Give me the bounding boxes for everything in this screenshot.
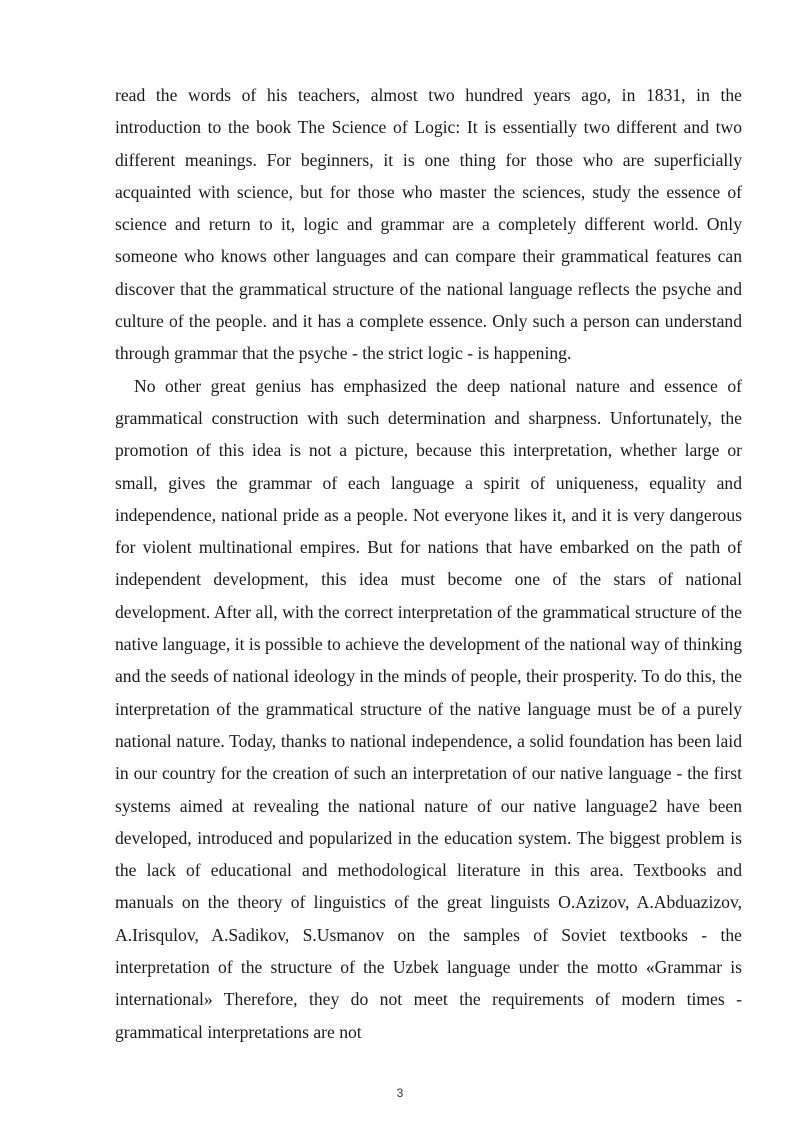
- body-text: [115, 79, 742, 1048]
- page-number: 3: [396, 1086, 404, 1100]
- paragraph: No other great genius has emphasized the deep national nature and essence of grammatical construction with such determination and sharpness. Unfortunately, the promotion of this idea is not a picture, because this interpretation, whether large or small, gives the grammar of each language a spirit of uniqueness, equality and independence, national pride as a people. Not everyone likes it, and it is very dangerous for violent multinational empires. But for nations that have embarked on the path of independent development, this idea must become one of the stars of national development. After all, with the correct interpretation of the grammatical structure of the native language, it is possible to achieve the development of the national way of thinking and the seeds of national ideology in the minds of people, their prosperity. To do this, the interpretation of the grammatical structure of the native language must be of a purely national nature. Today, thanks to national independence, a solid foundation has been laid in our country for the creation of such an interpretation of our native language - the first systems aimed at revealing the national nature of our native language2 have been developed, introduced and popularized in the education system. The biggest problem is the lack of educational and methodological literature in this area. Textbooks and manuals on the theory of linguistics of the great linguists O.Azizov, A.Abduazizov, A.Irisqulov, A.Sadikov, S.Usmanov on the samples of Soviet textbooks - the interpretation of the structure of the Uzbek language under the motto «Grammar is international» Therefore, they do not meet the requirements of modern times - grammatical interpretations are not: [115, 375, 742, 1042]
- paragraph-continued: read the words of his teachers, almost two hundred years ago, in 1831, in the introduction to the book The Science of Logic: It is essentially two different and two different meanings. For beginners, it is one thing for those who are superficially acquainted with science, but for those who master the sciences, study the essence of science and return to it, logic and grammar are a completely different world. Only someone who knows other languages and can compare their grammatical features can discover that the grammatical structure of the national language reflects the psyche and culture of the people. and it has a complete essence. Only such a person can understand through grammar that the psyche - the strict logic - is happening.: [115, 85, 742, 364]
